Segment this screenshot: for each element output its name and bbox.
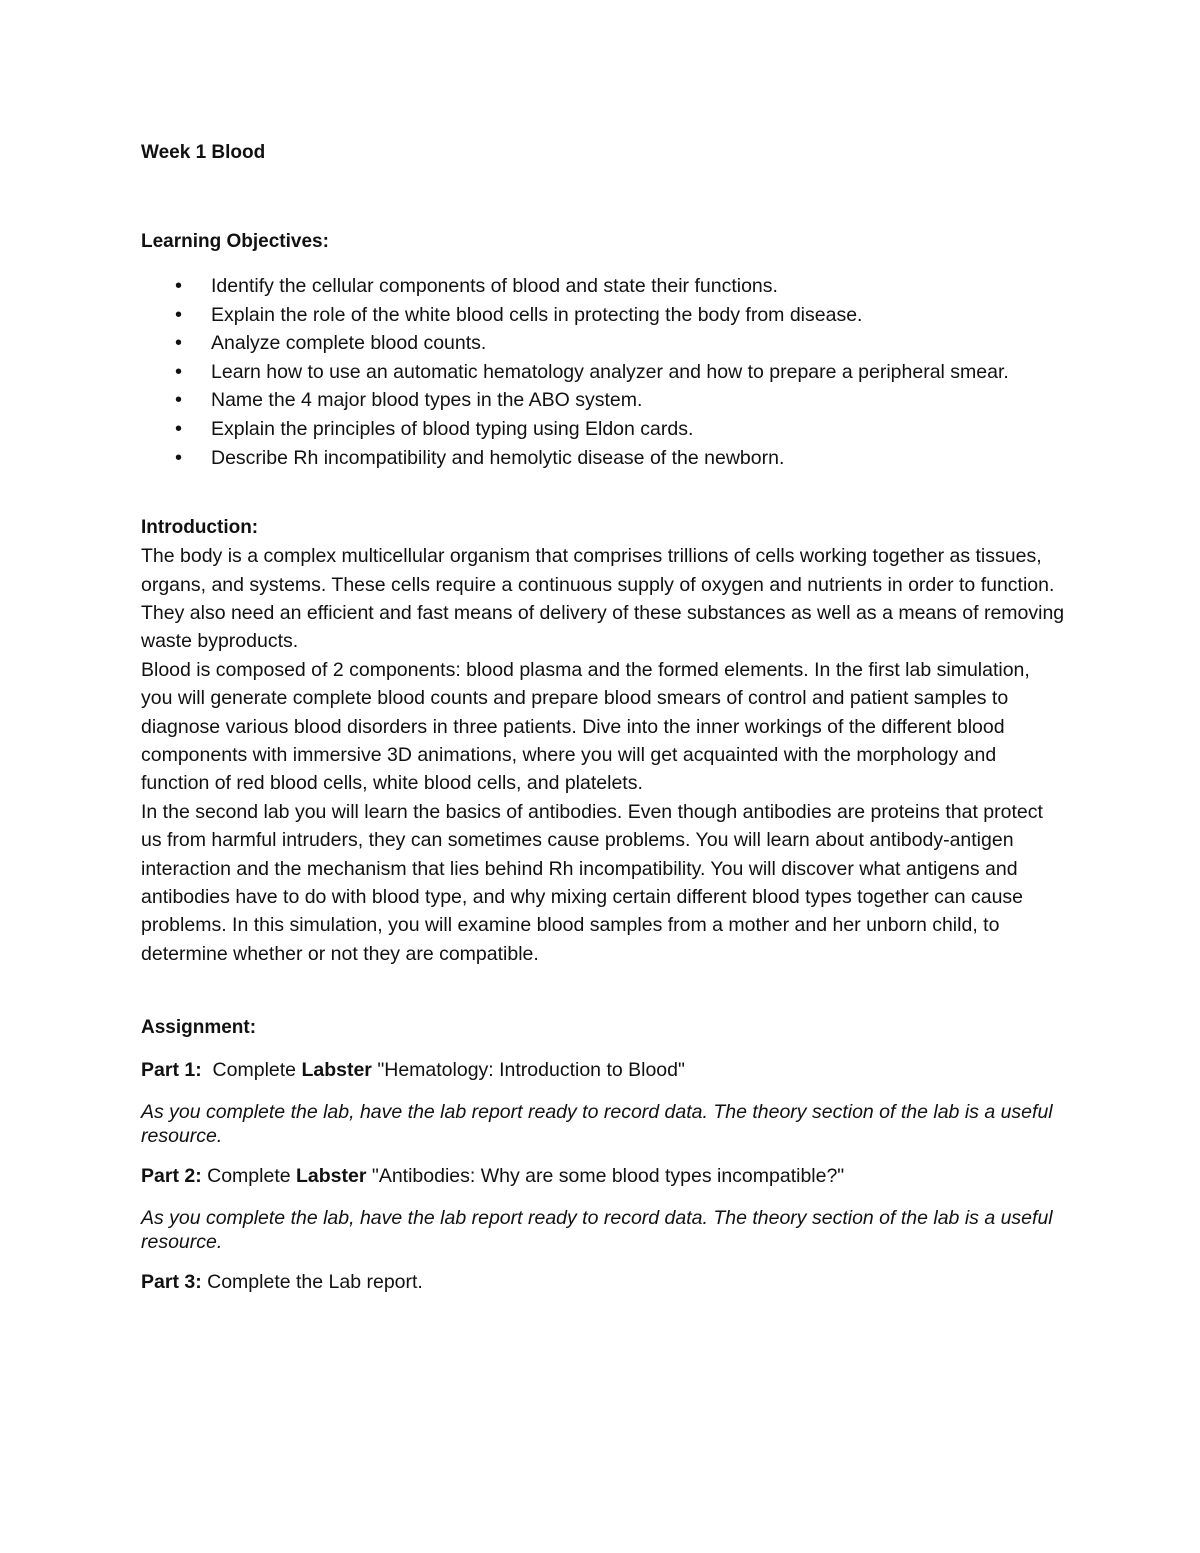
list-item (141, 415, 1066, 444)
document-title: Week 1 Blood (141, 142, 266, 163)
part-label: Part 1: (141, 1059, 202, 1082)
list-item (141, 301, 1066, 330)
objective-text: Name the 4 major blood types in the ABO system. (211, 389, 643, 412)
assignment-part-1-note: As you complete the lab, have the lab report ready to record data. The theory section of the lab is a useful resource. (141, 1101, 1053, 1148)
learning-objectives-list (141, 272, 1066, 472)
introduction-paragraph-2: Blood is composed of 2 components: blood plasma and the formed elements. In the first lab simulation, you will generate complete blood counts and prepare blood smears of control and patient samples to diagnose various blood disorders in three patients. Dive into the inner workings of the different blood components with immersive 3D animations, where you will get acquainted with the morphology and function of red blood cells, white blood cells, and platelets. (141, 658, 1030, 795)
introduction-paragraph-1: The body is a complex multicellular organism that comprises trillions of cells working together as tissues, organs, and systems. These cells require a continuous supply of oxygen and nutrients in order to function. They also need an efficient and fast means of delivery of these substances as well as a means of removing waste byproducts. (141, 545, 1065, 653)
objective-text: Learn how to use an automatic hematology analyzer and how to prepare a peripheral smear. (211, 360, 1009, 383)
list-item (141, 444, 1066, 473)
part-text: Complete the Lab report. (207, 1271, 423, 1294)
objective-text: Analyze complete blood counts. (211, 332, 487, 355)
assignment-part-2 (141, 1162, 1066, 1190)
assignment-heading: Assignment: (141, 1017, 257, 1039)
lab-title: "Hematology: Introduction to Blood" (377, 1059, 685, 1082)
bullet-icon: • (175, 275, 183, 297)
learning-objectives-heading: Learning Objectives: (141, 231, 329, 252)
bullet-icon: • (175, 360, 183, 383)
introduction-heading: Introduction: (141, 517, 259, 539)
labster-label: Labster (301, 1059, 372, 1082)
part-label: Part 3: (141, 1271, 202, 1294)
objective-text: Describe Rh incompatibility and hemolytic disease of the newborn. (211, 446, 785, 469)
part-text: Complete (212, 1059, 297, 1082)
bullet-icon: • (175, 417, 183, 440)
bullet-icon: • (175, 303, 183, 326)
list-item (141, 386, 1066, 415)
lab-title: "Antibodies: Why are some blood types incompatible?" (371, 1165, 845, 1188)
part-text: Complete (207, 1165, 291, 1188)
objective-text: Explain the role of the white blood cells in protecting the body from disease. (211, 303, 863, 326)
bullet-icon: • (175, 332, 183, 355)
objective-text: Explain the principles of blood typing using Eldon cards. (211, 417, 694, 440)
bullet-icon: • (175, 446, 183, 469)
list-item (141, 358, 1066, 387)
assignment-part-2-note: As you complete the lab, have the lab report ready to record data. The theory section of the lab is a useful resource. (141, 1207, 1053, 1254)
list-item (141, 272, 1066, 301)
part-label: Part 2: (141, 1165, 202, 1188)
introduction-paragraph-3: In the second lab you will learn the basics of antibodies. Even though antibodies are proteins that protect us from harmful intruders, they can sometimes cause problems. You will learn about antibody-antigen interaction and the mechanism that lies behind Rh incompatibility. You will discover what antigens and antibodies have to do with blood type, and why mixing certain different blood types together can cause problems. In this simulation, you will examine blood samples from a mother and her unborn child, to determine whether or not they are compatible. (141, 800, 1043, 965)
bullet-icon: • (175, 389, 183, 412)
assignment-part-1 (141, 1056, 1066, 1084)
list-item (141, 329, 1066, 358)
objective-text: Identify the cellular components of blood and state their functions. (211, 275, 778, 297)
document-page (141, 139, 1066, 1296)
assignment-part-3 (141, 1268, 1066, 1296)
labster-label: Labster (296, 1165, 367, 1188)
